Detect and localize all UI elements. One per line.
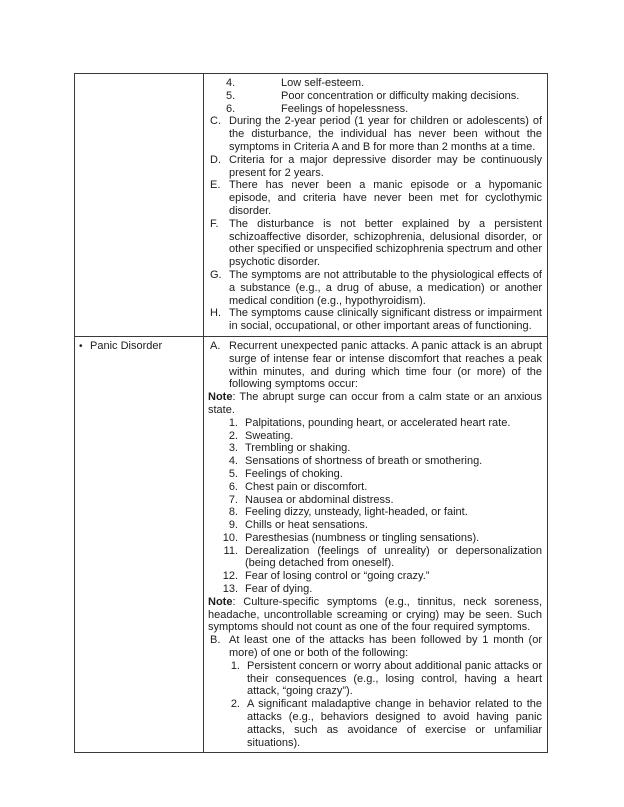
criterion-paragraph bbox=[208, 77, 542, 90]
item-text: Chills or heat sensations. bbox=[245, 519, 368, 532]
criterion-paragraph bbox=[208, 307, 542, 333]
item-number: 2. bbox=[230, 698, 240, 711]
criterion-paragraph bbox=[208, 494, 542, 507]
criterion-paragraph bbox=[208, 340, 542, 391]
item-text: A significant maladaptive change in behavior related to the attacks (e.g., behaviors designed to avoid having panic attacks, such as avoidance of exercise or unfamiliar situations). bbox=[247, 698, 542, 749]
item-text: Sensations of shortness of breath or smothering. bbox=[245, 455, 483, 468]
item-number: 12. bbox=[222, 570, 238, 583]
item-text: Chest pain or discomfort. bbox=[245, 480, 368, 493]
criterion-text: During the 2-year period (1 year for children or adolescents) of the disturbance, the individual has never been without the symptoms in Criteria A and B for more than 2 months at a time. bbox=[229, 115, 542, 153]
criterion-paragraph bbox=[208, 634, 542, 660]
item-number: 10. bbox=[222, 531, 238, 544]
item-number: 7. bbox=[228, 493, 238, 506]
criterion-paragraph bbox=[208, 115, 542, 153]
disorder-cell bbox=[75, 337, 204, 753]
criterion-paragraph bbox=[208, 468, 542, 481]
criteria-cell bbox=[204, 74, 547, 336]
criterion-text: The symptoms are not attributable to the physiological effects of a substance (e.g., a drug of abuse, a medication) or another medical condition (e.g., hypothyroidism). bbox=[229, 268, 542, 307]
item-number: 1. bbox=[230, 659, 240, 672]
note-text: : Culture-specific symptoms (e.g., tinnitus, neck soreness, headache, uncontrollable screaming or crying) may be seen. Such symptoms should not count as one of the four required symptoms. bbox=[208, 595, 542, 634]
bullet-icon: • bbox=[79, 340, 83, 352]
criterion-letter: E. bbox=[210, 179, 221, 192]
disorder-item bbox=[79, 340, 199, 354]
item-text: Fear of dying. bbox=[245, 583, 313, 596]
criterion-letter: A. bbox=[210, 339, 221, 352]
criterion-letter: G. bbox=[210, 268, 222, 281]
item-number: 4. bbox=[228, 455, 238, 468]
criterion-paragraph bbox=[208, 570, 542, 583]
criterion-letter: H. bbox=[210, 307, 221, 320]
criteria-cell bbox=[204, 337, 547, 753]
criterion-paragraph bbox=[208, 218, 542, 269]
criterion-text: The symptoms cause clinically significant distress or impairment in social, occupational, or other important areas of functioning. bbox=[229, 307, 542, 333]
criterion-paragraph bbox=[208, 269, 542, 307]
item-text: Fear of losing control or “going crazy.” bbox=[245, 570, 430, 583]
criterion-paragraph bbox=[208, 660, 542, 698]
disorder-cell bbox=[75, 74, 204, 336]
item-text: Palpitations, pounding heart, or accelerated heart rate. bbox=[245, 416, 511, 429]
criterion-letter: C. bbox=[210, 115, 221, 128]
criterion-letter: B. bbox=[210, 634, 221, 647]
criterion-paragraph bbox=[208, 417, 542, 430]
criterion-paragraph bbox=[208, 532, 542, 545]
item-number: 5. bbox=[228, 467, 238, 480]
item-text: Paresthesias (numbness or tingling sensations). bbox=[245, 531, 480, 544]
criterion-letter: D. bbox=[210, 153, 221, 166]
criteria-table bbox=[74, 73, 548, 753]
disorder-label: Panic Disorder bbox=[90, 339, 163, 352]
criterion-paragraph bbox=[208, 442, 542, 455]
criterion-paragraph bbox=[208, 179, 542, 217]
item-text: Feeling dizzy, unsteady, light-headed, or faint. bbox=[245, 506, 468, 519]
criterion-text: The disturbance is not better explained by a persistent schizoaffective disorder, schizophrenia, delusional disorder, or other specified or unspecified schizophrenia spectrum and other psychotic disorder. bbox=[229, 217, 542, 269]
criterion-text: At least one of the attacks has been followed by 1 month (or more) of one or both of the following: bbox=[229, 634, 542, 660]
criterion-paragraph bbox=[208, 583, 542, 596]
item-text: Low self-esteem. bbox=[281, 77, 365, 89]
item-number: 3. bbox=[228, 442, 238, 455]
criterion-paragraph bbox=[208, 90, 542, 103]
criterion-paragraph bbox=[208, 455, 542, 468]
item-number: 6. bbox=[228, 480, 238, 493]
item-text: Persistent concern or worry about additional panic attacks or their consequences (e.g., losing control, having a heart attack, “going crazy”). bbox=[247, 659, 542, 698]
item-number: 5. bbox=[226, 89, 236, 102]
item-text: Feelings of choking. bbox=[245, 467, 343, 480]
criterion-paragraph bbox=[208, 596, 542, 634]
note-label: Note bbox=[208, 391, 233, 404]
criterion-paragraph bbox=[208, 391, 542, 417]
item-text: Trembling or shaking. bbox=[245, 442, 351, 455]
item-number: 4. bbox=[226, 77, 236, 89]
item-number: 9. bbox=[228, 519, 238, 532]
criterion-text: There has never been a manic episode or a hypomanic episode, and criteria have never been met for cyclothymic disorder. bbox=[229, 179, 542, 217]
item-text: Feelings of hopelessness. bbox=[281, 102, 409, 115]
criterion-text: Criteria for a major depressive disorder may be continuously present for 2 years. bbox=[229, 153, 542, 179]
item-text: Derealization (feelings of unreality) or depersonalization (being detached from oneself). bbox=[245, 544, 542, 570]
criterion-paragraph bbox=[208, 545, 542, 571]
criterion-paragraph bbox=[208, 103, 542, 116]
table-row bbox=[75, 74, 547, 336]
criterion-paragraph bbox=[208, 481, 542, 494]
item-number: 6. bbox=[226, 102, 236, 115]
item-number: 1. bbox=[228, 416, 238, 429]
criterion-paragraph bbox=[208, 519, 542, 532]
table-row bbox=[75, 336, 547, 753]
item-text: Nausea or abdominal distress. bbox=[245, 493, 394, 506]
item-text: Poor concentration or difficulty making decisions. bbox=[281, 89, 520, 102]
item-number: 11. bbox=[223, 544, 238, 557]
criterion-paragraph bbox=[208, 698, 542, 749]
criterion-letter: F. bbox=[210, 217, 219, 230]
note-label: Note bbox=[208, 595, 233, 608]
item-number: 2. bbox=[228, 429, 238, 442]
criterion-paragraph bbox=[208, 154, 542, 180]
note-text: : The abrupt surge can occur from a calm state or an anxious state. bbox=[208, 391, 542, 416]
criterion-text: Recurrent unexpected panic attacks. A panic attack is an abrupt surge of intense fear or intense discomfort that reaches a peak within minutes, and during which time four (or more) of the following symptoms occur: bbox=[229, 339, 542, 391]
item-text: Sweating. bbox=[245, 429, 294, 442]
item-number: 13. bbox=[222, 583, 238, 596]
item-number: 8. bbox=[228, 506, 238, 519]
criterion-paragraph bbox=[208, 506, 542, 519]
criterion-paragraph bbox=[208, 430, 542, 443]
